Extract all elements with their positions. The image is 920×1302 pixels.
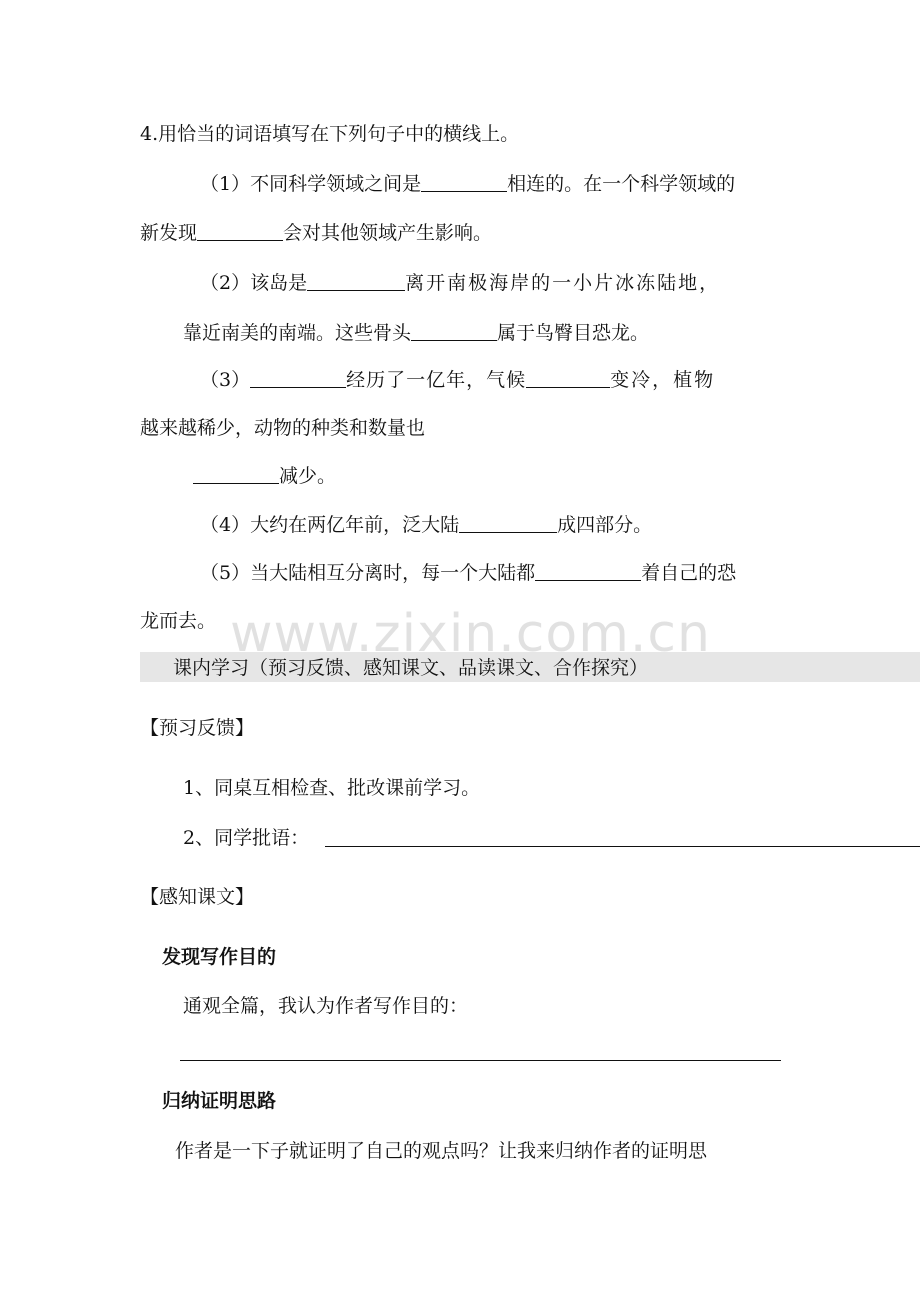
answer-blank-7[interactable] [193,463,279,484]
sentence-5-part-b: 着自己的恐 [641,562,737,584]
sentence-3-part-a: （3） [200,369,251,391]
answer-blank-2[interactable] [197,220,283,241]
sentence-1-part-a: （1）不同科学领域之间是 [200,173,422,195]
sentence-5-part-a: （5）当大陆相互分离时，每一个大陆都 [200,562,536,584]
sentence-2-part-d: 属于鸟臀目恐龙。 [497,322,650,344]
answer-blank-8[interactable] [459,512,557,533]
answer-blank-4[interactable] [411,320,497,341]
sentence-4 [200,512,652,538]
sentence-1-part-c: 新发现 [140,222,198,244]
sentence-3-line-1 [200,367,715,393]
answer-blank-1[interactable] [421,171,507,192]
sentence-2-line-1 [200,270,720,296]
sentence-2-part-b: 离开南极海岸的一小片冰冻陆地， [405,272,721,294]
sentence-1-part-d: 会对其他领域产生影响。 [283,222,493,244]
answer-blank-3[interactable] [307,270,405,291]
preview-item-2: 2、同学批语： [183,827,310,849]
preview-heading: 【预习反馈】 [140,717,255,739]
watermark: www.zixin.com.cn [230,604,711,664]
sentence-5-line-2: 龙而去。 [140,610,217,632]
sentence-2-line-2 [183,320,649,346]
sentence-4-part-b: 成四部分。 [557,514,653,536]
sentence-2-part-c: 靠近南美的南端。这些骨头 [183,322,412,344]
writing-purpose-prompt: 通观全篇，我认为作者写作目的： [183,995,469,1017]
answer-blank-6[interactable] [526,367,610,388]
sentence-3-part-c: 变冷，植物 [610,369,716,391]
sentence-3-line-3 [193,463,336,489]
sentence-1-line-2 [140,220,492,246]
peer-comment-answer-line[interactable] [325,846,920,847]
subheading-writing-purpose: 发现写作目的 [162,946,277,968]
section-band-title: 课内学习（预习反馈、感知课文、品读课文、合作探究） [173,657,649,679]
preview-item-1: 1、同桌互相检查、批改课前学习。 [183,777,481,799]
subheading-proof-path: 归纳证明思路 [162,1090,277,1112]
sentence-3-part-b: 经历了一亿年，气候 [346,369,527,391]
question-4-title: 4.用恰当的词语填写在下列句子中的横线上。 [140,123,520,145]
sentence-1-line-1 [200,171,735,197]
sentence-2-part-a: （2）该岛是 [200,272,308,294]
writing-purpose-answer-line[interactable] [180,1060,781,1061]
proof-path-prompt: 作者是一下子就证明了自己的观点吗？让我来归纳作者的证明思 [175,1140,708,1162]
sentence-1-part-b: 相连的。在一个科学领域的 [507,173,736,195]
sentence-3-line-2: 越来越稀少，动物的种类和数量也 [140,417,426,439]
sentence-5-line-1 [200,560,736,586]
sentence-3-part-e: 减少。 [279,465,337,487]
answer-blank-5[interactable] [250,367,346,388]
answer-blank-9[interactable] [535,560,641,581]
sentence-4-part-a: （4）大约在两亿年前，泛大陆 [200,514,460,536]
perceive-heading: 【感知课文】 [140,886,255,908]
